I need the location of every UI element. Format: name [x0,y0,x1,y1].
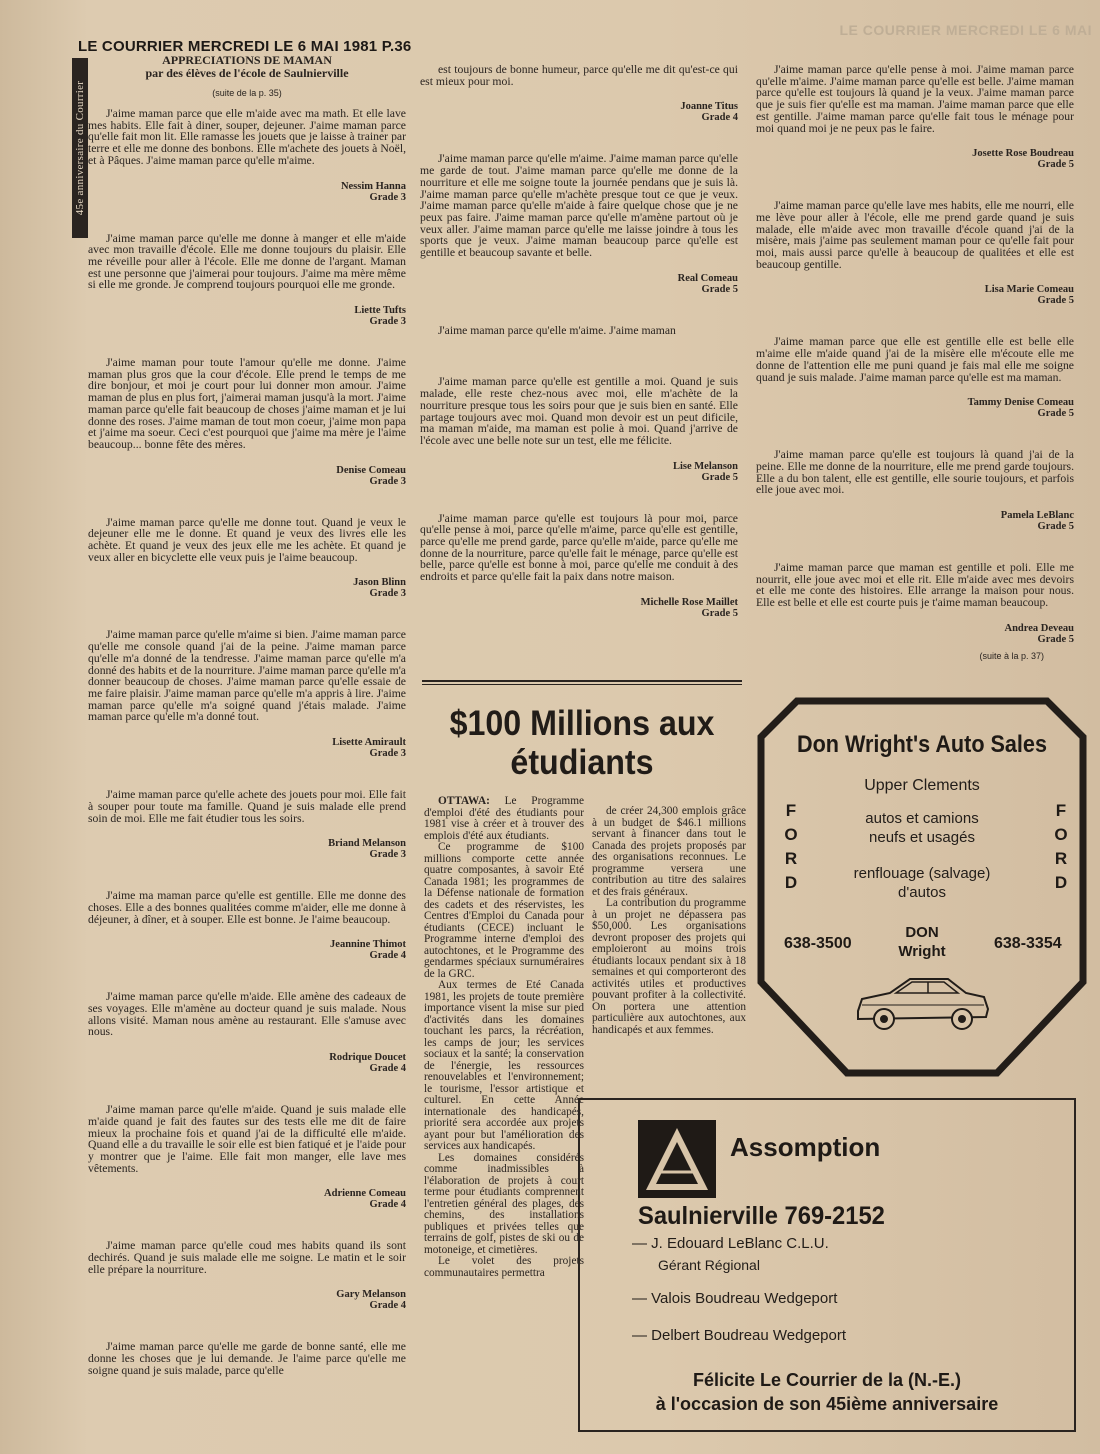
ad-footer-2: à l'occasion de son 45ième anniversaire [655,1394,999,1414]
student-name: Tammy Denise Comeau [967,397,1074,409]
testimonial-entry [88,233,406,328]
student-grade: Grade 5 [1037,295,1074,307]
company-name: Assomption [730,1132,881,1162]
testimonial-text: J'aime maman parce qu'elle m'aime si bien. J'aime maman parce qu'elle me console quand j'ai de la peine. J'aime maman parce qu'elle m'a donné de la tendresse. J'aime maman parce qu'elle m'a donné des habits et de la nourriture. J'aime maman parce qu'elle m'a donner beaucoup de choses. J'aime maman parce qu'elle essaie de me faire plaisir. J'aime maman parce qu'elle m'a appris à lire. J'aime maman parce qu'elle m'a soigné quand j'étais malade. J'aime maman parce qu'elle m'a donné tout. [88,628,406,724]
testimonial-text: J'aime maman pour toute l'amour qu'elle me donne. J'aime maman plus gros que la cour d'école. Elle prend le temps de me dire bonjour, et moi je court pour lui donner mon amour. J'aime maman de plus en plus fort, j'aimerai maman jusqu'à la mort. J'aime maman parce qu'elle fait beaucoup de choses j'aime maman et je lui donne des roses. J'aime maman de tout mon coeur, j'aime mon papa et j'aime ma soeur. Ceci c'est pourquoi que j'aime ma mère je l'aime beaucoup... bonne fête des mères. [88,356,406,451]
student-name: Jason Blinn [353,577,406,589]
don-wright-ad [757,697,1087,1077]
student-name: Michelle Rose Maillet [640,596,738,608]
phone-left: 638-3500 [784,935,852,952]
student-name: Rodrique Doucet [329,1052,406,1064]
student-name: Lise Melanson [672,460,738,472]
continued-from: (suite de la p. 35) [212,88,282,98]
contact-last: Wright [898,943,946,960]
testimonial-entry [420,376,738,482]
office-phone: Saulnierville 769-2152 [638,1202,885,1230]
entry-gap [420,483,738,513]
agent-1: — J. Edouard LeBlanc C.L.U. [632,1235,829,1252]
article-paragraph: Aux termes de Eté Canada 1981, les projets de toute première importance visent la mise sur pied d'activités dans les domaines touchant les parcs, la récréation, les camps de jour; les services sociaux et la santé; la conservation de l'énergie, les ressources renouvelables et l'environnement; le tourisme, l'essor artistique et culturel. En cette Année internationale des handicapés, priorité sera accordée aux projets ayant pour but l'amélioration des services aux handicapés. [424,979,584,1152]
ford-letter: O [784,825,798,844]
testimonial-text: J'aime maman parce que maman est gentille et poli. Elle me nourrit, elle joue avec moi et elle rit. Elle m'aide avec mes devoirs et elle me conte des histoires. Elle arrange la maison pour nous. Elle est belle et elle est courte puis je t'aime maman beaucoup. [756,561,1074,610]
student-grade: Grade 3 [369,588,406,600]
testimonial-text: J'aime maman parce que elle est gentille elle est belle elle m'aime elle m'aide quand j'ai de la misère elle m'écoute elle me donne de l'attention elle me puni quand je fais mal elle me soigne quand je suis malade. J'aime maman parce qu'elle est ma maman. [756,335,1074,384]
testimonial-text: J'aime maman parce qu'elle m'aide. Quand je suis malade elle m'aide quand je fait des fautes sur des tests elle me dit de faire mieux la prochaine fois et quand j'ai de la difficulté elle m'aide. Quand elle a du travaille le soir elle est bien fatiqué et je l'aide pour y montrer que je l'aime. Elle fait mon manger, elle lave mes vêtements. [88,1103,406,1175]
dealer-line-4: renflouage (salvage) [853,865,991,882]
article-paragraph: Le volet des projets communautaires permettra [424,1255,584,1279]
student-grade: Grade 3 [369,748,406,760]
testimonial-text: J'aime maman parce qu'elle m'aime. J'aime maman [438,323,676,337]
continued-to: (suite à la p. 37) [979,650,1044,661]
student-grade: Grade 5 [701,471,738,483]
ford-letter: O [1054,825,1068,844]
student-grade: Grade 5 [1037,633,1074,645]
testimonial-entry [420,513,738,619]
entry-gap [88,487,406,517]
student-grade: Grade 4 [369,1063,406,1075]
article-column-1 [424,796,584,1279]
ford-letter: D [1054,873,1068,892]
testimonial-text: J'aime maman parce qu'elle m'aime. J'aime maman parce qu'elle me garde de tout. J'aime maman parce qu'elle me donne de la nourriture et elle me soigne toute la journée pendans que je suis là. J'aime maman parce qu'elle m'achète presque tout ce que je veux. J'aime maman parce qu'elle m'aide à faire quelque chose que je ne peux pas faire. J'aime maman parce qu'elle m'amène partout où je veux aller. J'aime maman parce qu'elle me laisse joindre à tous les sports que je veux. J'aime maman beaucoup parce qu'elle est gentille et beaucoup savante et belle. [420,152,738,260]
testimonial-entry [756,336,1074,419]
student-name: Real Comeau [677,272,738,284]
column-3-entries [756,64,1074,645]
entry-gap [88,1210,406,1240]
section-title: APPRECIATIONS DE MAMAN [162,53,332,67]
article-rule [422,680,742,682]
ford-vertical-left [781,799,801,895]
article-paragraph: Les domaines considérés comme inadmissibles à l'élaboration de projets à court terme pour étudiants comprennent l'entretien général des plages, des chemins, des installations publiques et privées telles que terrains de golf, pistes de ski ou de motoneige, et cimetières. [424,1151,584,1256]
dealer-line-3: neufs et usagés [869,829,975,846]
student-name: Adrienne Comeau [324,1188,406,1200]
testimonial-entry [88,517,406,600]
testimonial-entry [756,64,1074,170]
testimonial-text: J'aime maman parce qu'elle achete des jouets pour moi. Elle fait à souper pour toute ma famille. Quand je suis malade elle prend soin de moi. Elle me fait étudier tous les soirs. [88,788,406,825]
testimonial-entry [420,325,738,337]
article-rule-thin [422,684,742,685]
student-grade: Grade 3 [369,316,406,328]
article-paragraph: La contribution du programme à un projet ne dépassera pas $50,000. Les organisations devront proposer des projets qui emploieront au moins trois étudiants locaux pendant six à 18 semaines et qui comporteront des activités utiles et productives pouvant profiter à la collectivité. On portera une attention particulière aux autochtones, aux handicapés et aux femmes. [592,897,746,1036]
student-grade: Grade 5 [1037,408,1074,420]
testimonial-entry [420,153,738,294]
testimonial-entry [756,562,1074,645]
entry-gap [420,123,738,153]
dealer-line-2: autos et camions [865,810,979,827]
testimonial-entry [88,108,406,203]
testimonial-entry [420,64,738,123]
testimonial-entry [88,789,406,860]
car-illustration [852,967,992,1037]
testimonial-text: J'aime maman parce qu'elle pense à moi. J'aime maman parce qu'elle m'aime. J'aime maman parce qu'elle est belle. J'aime maman parce qu'elle est toujours là quand je la veux. J'aime maman parce que je suis fier qu'elle est ma maman. J'aime maman parce que elle est gentille. J'aime maman parce qu'elle fait tous le ménage pour moi quand moi je ne peux pas le faire. [756,63,1074,135]
student-grade: Grade 4 [369,1300,406,1312]
testimonial-entry [88,991,406,1074]
article-paragraph: de créer 24,300 emplois grâce à un budget de $46.1 millions servant à financer dans tout le Canada des projets proposés par des organisations reconnues. Le programme versera une contribution au titre des salaires et des frais généraux. [592,805,746,898]
testimonial-text: J'aime maman parce qu'elle me donne à manger et elle m'aide avec mon travaille d'école. Elle me donne toujours du plaisir. Elle me réveille pour aller à l'école. Elle me donne de l'argant. Maman est une personne que j'aimerai pour toujours. J'aime ma mère même si elle me gronde. Je comprend toujours pourquoi elle me gronde. [88,231,406,292]
agent-2: — Valois Boudreau Wedgeport [632,1290,838,1307]
student-name: Jeannine Thimot [330,939,406,951]
testimonial-entry [756,200,1074,306]
phone-right: 638-3354 [994,935,1062,952]
dealer-line-5: d'autos [898,884,946,901]
testimonial-text: J'aime maman parce qu'elle me donne tout. Quand je veux le dejeuner elle me le donne. Et quand je veux des livres elle les achète. Et quand je veux des jeux elle me les achète. Et quand je veux aller en bicyclette elle veux puis je l'aime beaucoup. [88,515,406,564]
entry-gap [88,759,406,789]
column-1 [88,54,406,1377]
testimonial-entry [88,1104,406,1210]
student-name: Pamela LeBlanc [1000,510,1074,522]
student-name: Briand Melanson [328,838,406,850]
assomption-logo-icon [638,1120,716,1198]
entry-gap [88,599,406,629]
testimonial-text: J'aime maman parce qu'elle me garde de bonne santé, elle me donne les choses que je lui demande. Je l'aime parce qu'elle me soigne quand je suis malade, parce qu'elle [88,1340,406,1377]
testimonial-entry [88,629,406,759]
ad-footer-1: Félicite Le Courrier de la (N.-E.) [692,1370,962,1390]
contact-first: DON [905,924,939,941]
column-3 [756,64,1074,661]
column-1-entries [88,108,406,1377]
student-name: Joanne Titus [680,101,738,113]
student-grade: Grade 5 [1037,159,1074,171]
student-grade: Grade 5 [701,607,738,619]
bleed-through-header: LE COURRIER MERCREDI LE 6 MAI [839,22,1092,38]
ford-letter: F [1055,801,1067,820]
entry-gap [88,1311,406,1341]
testimonial-text: J'aime maman parce qu'elle lave mes habits, elle me nourri, elle me lève pour aller à l'école, elle me prend garde quand je suis malade, elle m'aide avec mon travaille d'école quand j'ai de la misère, mais j'aime pas seulement maman pour ce qu'elle fait pour moi, mais aussi parce qu'elle à beaucoup de qualitées et elle est beaucoup gentille. [756,199,1074,271]
contact-name [882,923,962,961]
testimonial-entry [88,1240,406,1311]
entry-gap [756,170,1074,200]
page-header: LE COURRIER MERCREDI LE 6 MAI 1981 P.36 [78,38,412,55]
entry-gap [88,860,406,890]
section-subtitle: par des élèves de l'école de Saulnierville [145,66,349,80]
testimonial-text: J'aime maman parce qu'elle coud mes habits quand ils sont dechirés. Quand je suis malade elle me soigne. Le matin et le soir elle prépare la nourriture. [88,1239,406,1276]
column-2 [420,64,738,619]
agent-1-title: Gérant Régional [658,1257,760,1273]
testimonial-text: J'aime maman parce qu'elle est toujours là pour moi, parce qu'elle pense à moi, parce qu'elle m'aime, parce qu'elle est gentille, parce qu'elle me prend garde, parce qu'elle m'aide, parce qu'elle me donne de la nourriture, parce qu'elle fait le ménage, parce qu'elle est belle, parce qu'elle est bonne à moi, parce qu'elle me conduit à des endroits et parce qu'elle fait la paix dans notre maison. [420,511,738,584]
student-name: Lisa Marie Comeau [984,284,1074,296]
testimonial-text: J'aime maman parce qu'elle est gentille a moi. Quand je suis malade, elle reste chez-nous avec moi, elle m'achète de la nourriture presque tous les soirs pour que je suis bien en santé. Elle partage toujours avec moi. Quand mon devoir est un peut dificile, ma maman m'aide, ma maman est polie à moi. Quand j'arrive de l'école avec une belle note sur un test, elle me félicite. [420,375,738,447]
testimonial-text: J'aime ma maman parce qu'elle est gentille. Elle me donne des choses. Elle a des bonnes qualitées comme m'aider, elle me donne à déjeuner, à dîner, et à souper. Elle est bonne. Je l'aime beaucoup. [88,889,406,926]
column-2-entries [420,64,738,619]
testimonial-text: J'aime maman parce que elle m'aide avec ma math. Et elle lave mes habits. Elle fait à diner, souper, dejeuner. J'aime maman parce qu'elle fait mon lit. Elle ramasse les jouets que je laisse à trainer par terre et elle me donne des bonbons. Elle m'achete des jouets à Noël, et à Pâques. J'aime maman parce qu'elle m'aime. [88,107,406,167]
article-headline: $100 Millions aux étudiants [449,704,715,782]
student-name: Andrea Deveau [1004,622,1074,634]
side-tab-text: 45e anniversaire du Courrier [74,80,86,216]
student-grade: Grade 5 [701,283,738,295]
student-grade: Grade 4 [701,112,738,124]
entry-gap [756,532,1074,562]
anniversary-side-tab [72,58,88,238]
article-paragraph: Ce programme de $100 millions comporte cette année quatre composantes, à savoir Eté Canada 1981; les programmes de la Défense nationale de formation des cadets et des réservistes, les Centres d'Emploi du Canada pour étudiants (CECE) incluant le Programme interne d'emploi des autochtones, et le Programme des gendarmes spéciaux surnuméraires de la GRC. [424,841,584,980]
entry-gap [756,306,1074,336]
entry-gap [88,961,406,991]
entry-gap [420,295,738,325]
article-column-2 [592,806,746,1036]
testimonial-entry [88,890,406,961]
ford-letter: R [1054,849,1068,868]
testimonial-entry [88,1341,406,1376]
student-name: Josette Rose Boudreau [972,148,1074,160]
entry-gap [88,1074,406,1104]
testimonial-text: est toujours de bonne humeur, parce qu'elle me dit qu'est-ce qui est mieux pour moi. [420,63,738,88]
testimonial-entry [88,357,406,487]
article-dateline: OTTAWA: [438,795,505,807]
entry-gap [420,336,738,376]
dealer-location: Upper Clements [864,777,980,794]
testimonial-text: J'aime maman parce qu'elle m'aide. Elle amène des cadeaux de ses voyages. Elle m'amène au docteur quand je suis malade. Nous allons visité. Maman nous amène au restaurant. Elle s'amuse avec nous. [88,990,406,1039]
article-paragraph: OTTAWA: Le Programme d'emploi d'été des étudiants pour 1981 vise à créer et à trouver des emplois d'été aux étudiants. [424,795,584,842]
student-grade: Grade 5 [1037,521,1074,533]
dealer-name: Don Wright's Auto Sales [797,731,1047,758]
agent-3: — Delbert Boudreau Wedgeport [632,1327,847,1344]
ford-vertical-right [1051,799,1071,895]
student-name: Gary Melanson [336,1289,406,1301]
student-grade: Grade 4 [369,1199,406,1211]
ford-letter: R [784,849,798,868]
testimonial-text: J'aime maman parce qu'elle est toujours là quand j'ai de la peine. Elle me donne de la nourriture, elle me prend garde toujours. Elle a du bon talent, elle est gentille, elle sourie toujours, et parfois elle joue avec moi. [756,448,1074,497]
entry-gap [88,327,406,357]
entry-gap [756,419,1074,449]
assomption-ad [578,1098,1076,1432]
student-grade: Grade 4 [369,950,406,962]
student-grade: Grade 3 [369,191,406,203]
student-name: Liette Tufts [354,305,406,317]
entry-gap [88,203,406,233]
student-grade: Grade 3 [369,849,406,861]
student-grade: Grade 3 [369,475,406,487]
ford-letter: F [785,801,797,820]
student-name: Nessim Hanna [340,180,406,192]
student-name: Denise Comeau [336,464,406,476]
ford-letter: D [784,873,798,892]
student-name: Lisette Amirault [332,737,406,749]
testimonial-entry [756,449,1074,532]
